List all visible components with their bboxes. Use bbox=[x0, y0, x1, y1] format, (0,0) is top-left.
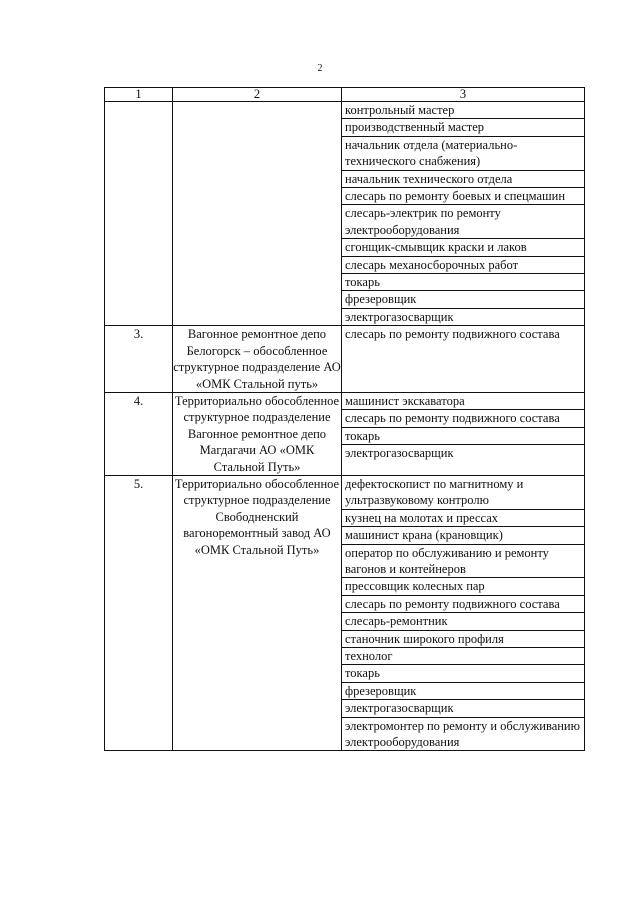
row-number bbox=[105, 102, 173, 326]
profession-item: фрезеровщик bbox=[342, 291, 584, 308]
profession-item: токарь bbox=[342, 428, 584, 445]
column-header-3: 3 bbox=[342, 88, 585, 102]
profession-list bbox=[342, 326, 585, 393]
profession-item: токарь bbox=[342, 665, 584, 682]
table-row bbox=[105, 326, 585, 393]
organization-name: Вагонное ремонтное депо Белогорск – обособленное структурное подразделение АО «ОМК Стальной путь» bbox=[173, 327, 341, 391]
row-number: 3. bbox=[105, 326, 173, 393]
profession-item: машинист экскаватора bbox=[342, 393, 584, 410]
row-number: 5. bbox=[105, 475, 173, 751]
column-header-2: 2 bbox=[173, 88, 342, 102]
table-row bbox=[105, 102, 585, 326]
professions-table bbox=[104, 87, 585, 751]
profession-item: дефектоскопист по магнитному и ультразвуковому контролю bbox=[342, 476, 584, 510]
profession-item: технолог bbox=[342, 648, 584, 665]
profession-item: слесарь по ремонту боевых и спецмашин bbox=[342, 188, 584, 205]
profession-item: токарь bbox=[342, 274, 584, 291]
profession-item: слесарь-ремонтник bbox=[342, 613, 584, 630]
profession-item: электрогазосварщик bbox=[345, 446, 454, 461]
profession-item: сгонщик-смывщик краски и лаков bbox=[342, 239, 584, 256]
profession-item: слесарь-электрик по ремонту электрооборудования bbox=[342, 205, 584, 239]
profession-item: электрогазосварщик bbox=[342, 700, 584, 717]
profession-item: кузнец на молотах и прессах bbox=[342, 510, 584, 527]
column-header-1: 1 bbox=[105, 88, 173, 102]
table-row bbox=[105, 475, 585, 751]
header-row bbox=[105, 88, 585, 102]
profession-item: слесарь механосборочных работ bbox=[342, 257, 584, 274]
profession-item: машинист крана (крановщик) bbox=[342, 527, 584, 544]
organization-name: Территориально обособленное структурное подразделение Вагонное ремонтное депо Магдагачи АО «ОМК Стальной Путь» bbox=[173, 392, 342, 475]
table-row bbox=[105, 392, 585, 475]
row-number: 4. bbox=[105, 392, 173, 475]
profession-item: слесарь по ремонту подвижного состава bbox=[342, 596, 584, 613]
profession-item: фрезеровщик bbox=[342, 683, 584, 700]
profession-item: оператор по обслуживанию и ремонту вагонов и контейнеров bbox=[342, 545, 584, 579]
profession-list bbox=[342, 102, 585, 326]
profession-item: станочник широкого профиля bbox=[342, 631, 584, 648]
organization-name: Территориально обособленное структурное подразделение Свободненский вагоноремонтный завод АО «ОМК Стальной Путь» bbox=[173, 475, 342, 751]
profession-item: начальник отдела (материально-технического снабжения) bbox=[342, 137, 584, 171]
page-number: 2 bbox=[317, 63, 323, 74]
profession-item: контрольный мастер bbox=[342, 102, 584, 119]
profession-item: слесарь по ремонту подвижного состава bbox=[345, 327, 560, 342]
profession-list bbox=[342, 392, 585, 475]
profession-item: начальник технического отдела bbox=[342, 171, 584, 188]
profession-item: слесарь по ремонту подвижного состава bbox=[342, 410, 584, 427]
profession-item: электромонтер по ремонту и обслуживанию электрооборудования bbox=[345, 718, 580, 750]
organization-name bbox=[173, 102, 342, 326]
table-body bbox=[105, 102, 585, 751]
profession-list bbox=[342, 475, 585, 751]
profession-item: электрогазосварщик bbox=[345, 309, 454, 324]
profession-item: прессовщик колесных пар bbox=[342, 578, 584, 595]
profession-item: производственный мастер bbox=[342, 119, 584, 136]
